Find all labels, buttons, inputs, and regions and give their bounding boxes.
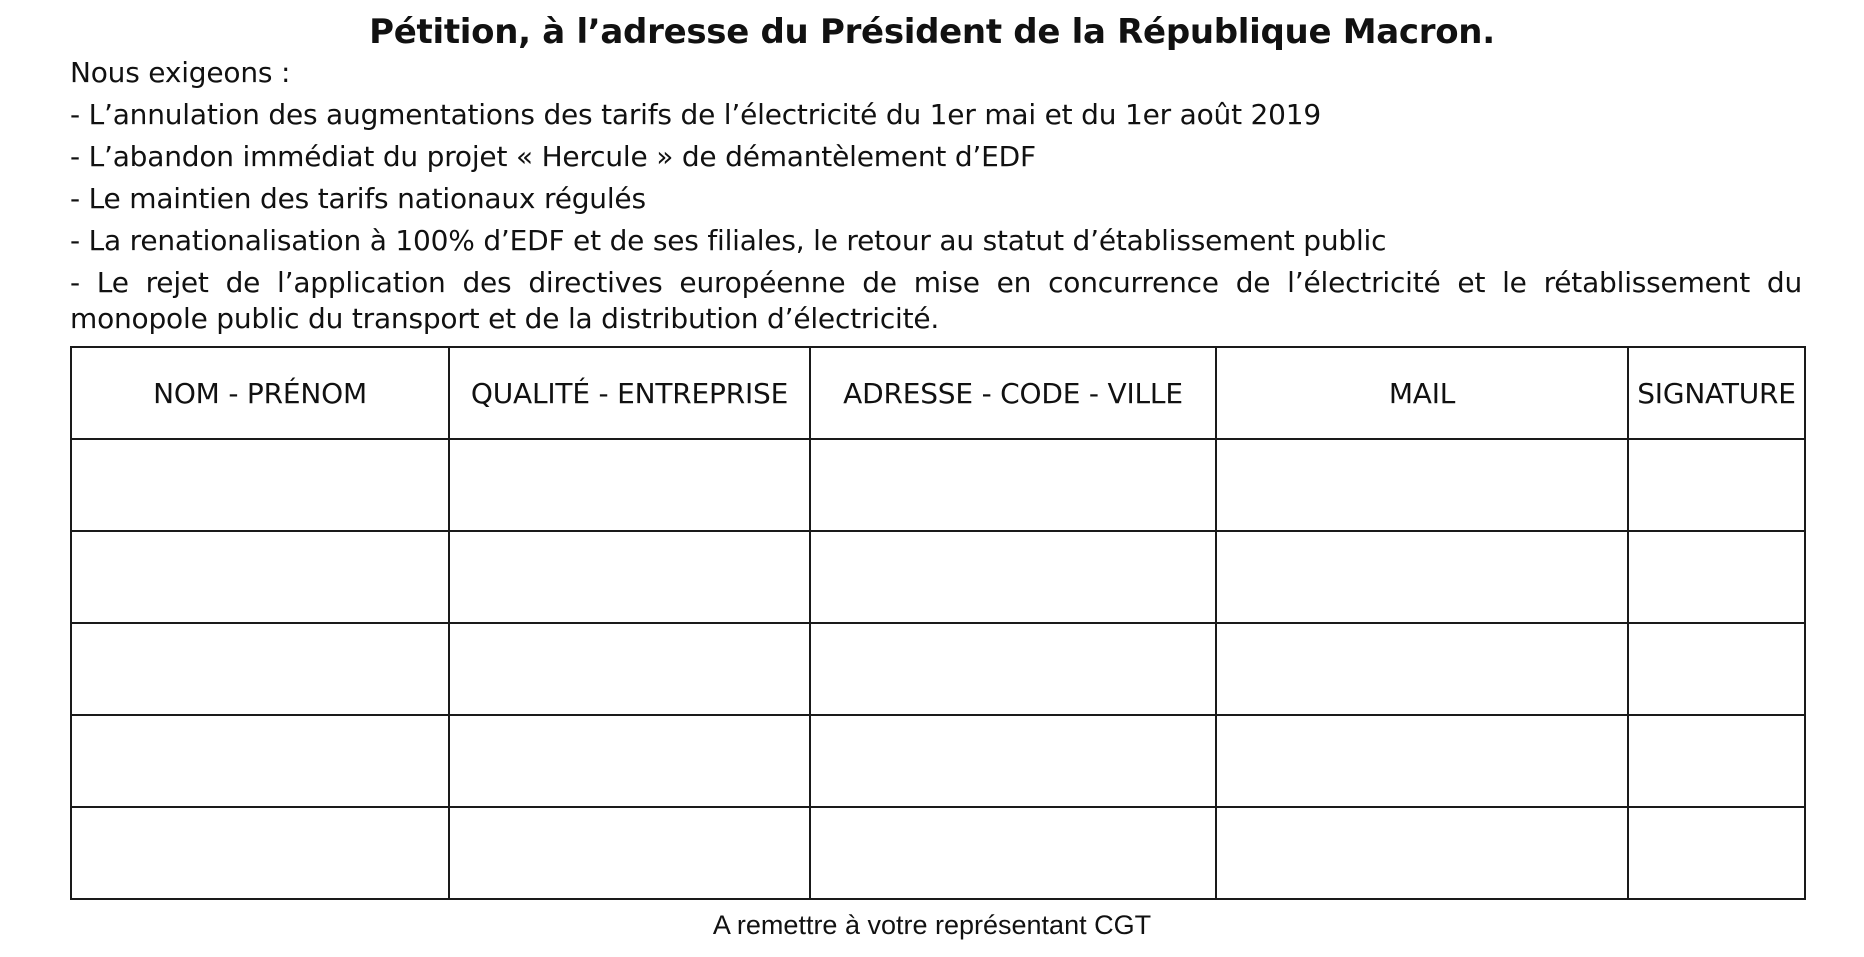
cell-name[interactable]	[71, 439, 449, 531]
column-header-signature: SIGNATURE	[1628, 347, 1805, 439]
column-header-address: ADRESSE - CODE - VILLE	[810, 347, 1216, 439]
table-row	[71, 623, 1805, 715]
column-header-name: NOM - PRÉNOM	[71, 347, 449, 439]
cell-address[interactable]	[810, 623, 1216, 715]
petition-title: Pétition, à l’adresse du Président de la République Macron.	[369, 12, 1495, 52]
table-row	[71, 715, 1805, 807]
table-row	[71, 439, 1805, 531]
cell-company[interactable]	[449, 531, 810, 623]
column-header-company: QUALITÉ - ENTREPRISE	[449, 347, 810, 439]
signature-table	[70, 346, 1806, 900]
demand-item: - L’annulation des augmentations des tarifs de l’électricité du 1er mai et du 1er août 2019	[70, 98, 1322, 131]
demand-item: - La renationalisation à 100% d’EDF et de ses filiales, le retour au statut d’établissement public	[70, 224, 1387, 257]
signature-rows	[71, 439, 1805, 899]
cell-mail[interactable]	[1216, 807, 1628, 899]
cell-mail[interactable]	[1216, 531, 1628, 623]
column-header-mail: MAIL	[1216, 347, 1628, 439]
cell-address[interactable]	[810, 531, 1216, 623]
cell-company[interactable]	[449, 623, 810, 715]
cell-mail[interactable]	[1216, 623, 1628, 715]
cell-mail[interactable]	[1216, 715, 1628, 807]
cell-company[interactable]	[449, 807, 810, 899]
intro-text: Nous exigeons :	[70, 56, 291, 89]
cell-address[interactable]	[810, 715, 1216, 807]
demand-item: - Le rejet de l’application des directives européenne de mise en concurrence de l’électricité et le rétablissement du monopole public du transport et de la distribution d’électricité.	[70, 266, 1802, 335]
table-row	[71, 807, 1805, 899]
cell-address[interactable]	[810, 439, 1216, 531]
cell-signature[interactable]	[1628, 807, 1805, 899]
cell-signature[interactable]	[1628, 531, 1805, 623]
cell-company[interactable]	[449, 715, 810, 807]
cell-signature[interactable]	[1628, 439, 1805, 531]
demand-item: - Le maintien des tarifs nationaux régulés	[70, 182, 646, 215]
cell-address[interactable]	[810, 807, 1216, 899]
table-row	[71, 531, 1805, 623]
demands-list	[70, 94, 1802, 337]
cell-name[interactable]	[71, 807, 449, 899]
cell-name[interactable]	[71, 715, 449, 807]
cell-signature[interactable]	[1628, 623, 1805, 715]
cell-signature[interactable]	[1628, 715, 1805, 807]
cell-name[interactable]	[71, 531, 449, 623]
demand-item: - L’abandon immédiat du projet « Hercule » de démantèlement d’EDF	[70, 140, 1036, 173]
table-header-row	[71, 347, 1805, 439]
cell-company[interactable]	[449, 439, 810, 531]
cell-name[interactable]	[71, 623, 449, 715]
footer-note: A remettre à votre représentant CGT	[712, 910, 1152, 940]
cell-mail[interactable]	[1216, 439, 1628, 531]
